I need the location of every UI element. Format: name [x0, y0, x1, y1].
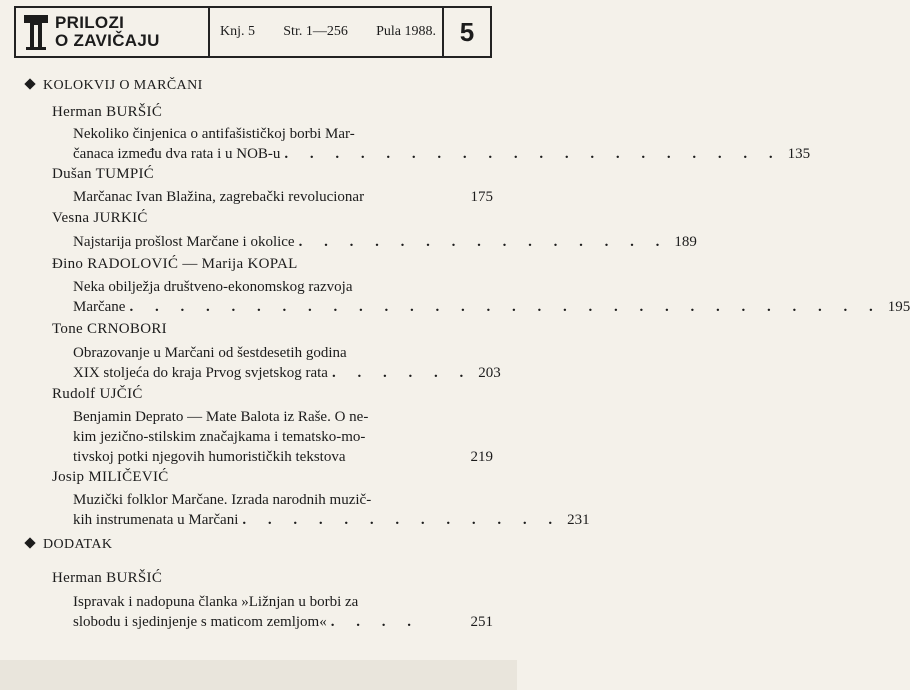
- dot-leader: . . . . . . . . . . . . . . . . . . . . . . . . . . . . . .: [129, 299, 882, 315]
- toc-entry: [73, 187, 493, 207]
- entry-title-line: kim jezično-stilskim značajkama i tematsko-mo-: [73, 429, 366, 445]
- dot-leader: [345, 447, 464, 467]
- toc-entry: [73, 232, 697, 252]
- entry-title-last-line: [73, 144, 811, 164]
- entry-page-number: 195: [887, 299, 910, 315]
- entry-title-last-line: [73, 187, 493, 207]
- entry-title-text: kih instrumenata u Marčani: [73, 512, 239, 528]
- entry-title-last-line: [73, 510, 590, 530]
- entry-page-number: 219: [470, 449, 493, 465]
- entry-author: Herman BURŠIĆ: [52, 104, 163, 120]
- entry-author: Tone CRNOBORI: [52, 321, 167, 337]
- toc-entry: [73, 407, 493, 467]
- entry-author: Rudolf UJČIĆ: [52, 386, 143, 402]
- diamond-bullet-icon: [24, 78, 35, 89]
- toc-entry: [73, 124, 811, 164]
- entry-title-last-line: [73, 232, 697, 252]
- dot-leader: . . . . . . . . . . . . . . . . . . . .: [284, 146, 782, 162]
- dot-leader: . . . .: [330, 614, 420, 630]
- section-title: KOLOKVIJ O MARČANI: [43, 78, 203, 93]
- dot-leader: [364, 187, 464, 207]
- issue-info: [210, 8, 442, 56]
- entry-title-line: Nekoliko činjenica o antifašističkoj borbi Mar-: [73, 126, 355, 142]
- section-heading: [26, 537, 112, 553]
- entry-author: Đino RADOLOVIĆ — Marija KOPAL: [52, 256, 298, 272]
- entry-title-line: Obrazovanje u Marčani od šestdesetih godina: [73, 345, 347, 361]
- entry-page-number: 175: [470, 189, 493, 205]
- toc-entry: [73, 490, 590, 530]
- book-number: Knj. 5: [220, 24, 255, 39]
- journal-title-line1: PRILOZI: [55, 13, 125, 32]
- entry-title-text: Marčane: [73, 299, 126, 315]
- entry-title-text: Najstarija prošlost Marčane i okolice: [73, 234, 295, 250]
- entry-title-line: Muzički folklor Marčane. Izrada narodnih muzič-: [73, 492, 372, 508]
- entry-title-last-line: [73, 447, 493, 467]
- entry-title-text: slobodu i sjedinjenje s maticom zemljom«: [73, 614, 327, 630]
- entry-title-line: Ispravak i nadopuna članka »Ližnjan u borbi za: [73, 594, 359, 610]
- dot-leader: . . . . . .: [331, 365, 473, 381]
- entry-title-text: XIX stoljeća do kraja Prvog svjetskog rata: [73, 365, 328, 381]
- toc-entry: [73, 592, 493, 632]
- entry-author: Vesna JURKIĆ: [52, 210, 148, 226]
- toc-entry: [73, 277, 910, 317]
- entry-page-number: 203: [478, 365, 501, 381]
- diamond-bullet-icon: [24, 537, 35, 548]
- entry-title-last-line: [73, 612, 493, 632]
- journal-header: [14, 6, 492, 58]
- entry-page-number: 135: [787, 146, 811, 162]
- journal-title-line2: O ZAVIČAJU: [55, 31, 160, 50]
- toc-entry: [73, 343, 501, 383]
- entry-author: Herman BURŠIĆ: [52, 570, 163, 586]
- entry-title-text: čanaca između dva rata i u NOB-u: [73, 146, 281, 162]
- entry-page-number: 251: [470, 614, 493, 630]
- dot-leader: . . . . . . . . . . . . .: [242, 512, 562, 528]
- entry-author: Josip MILIČEVIĆ: [52, 469, 169, 485]
- page-bottom-edge: [0, 660, 517, 690]
- issue-number: 5: [442, 8, 490, 56]
- journal-logo: [16, 8, 210, 56]
- entry-title-last-line: [73, 297, 910, 317]
- entry-title-last-line: [73, 363, 501, 383]
- entry-title-text: tivskoj potki njegovih humorističkih tekstova: [73, 449, 346, 465]
- entry-title-text: Marčanac Ivan Blažina, zagrebački revolucionar: [73, 189, 365, 205]
- entry-title-line: Benjamin Deprato — Mate Balota iz Raše. O ne-: [73, 409, 369, 425]
- entry-page-number: 189: [674, 234, 697, 250]
- journal-title: [55, 14, 160, 50]
- entry-author: Dušan TUMPIĆ: [52, 166, 155, 182]
- section-title: DODATAK: [43, 537, 113, 552]
- entry-page-number: 231: [567, 512, 590, 528]
- entry-title-line: Neka obilježja društveno-ekonomskog razvoja: [73, 279, 353, 295]
- dot-leader: . . . . . . . . . . . . . . .: [298, 234, 669, 250]
- place-year: Pula 1988.: [376, 24, 436, 39]
- page-range: Str. 1—256: [283, 24, 348, 39]
- journal-logo-icon: [22, 12, 50, 52]
- section-heading: [26, 78, 203, 94]
